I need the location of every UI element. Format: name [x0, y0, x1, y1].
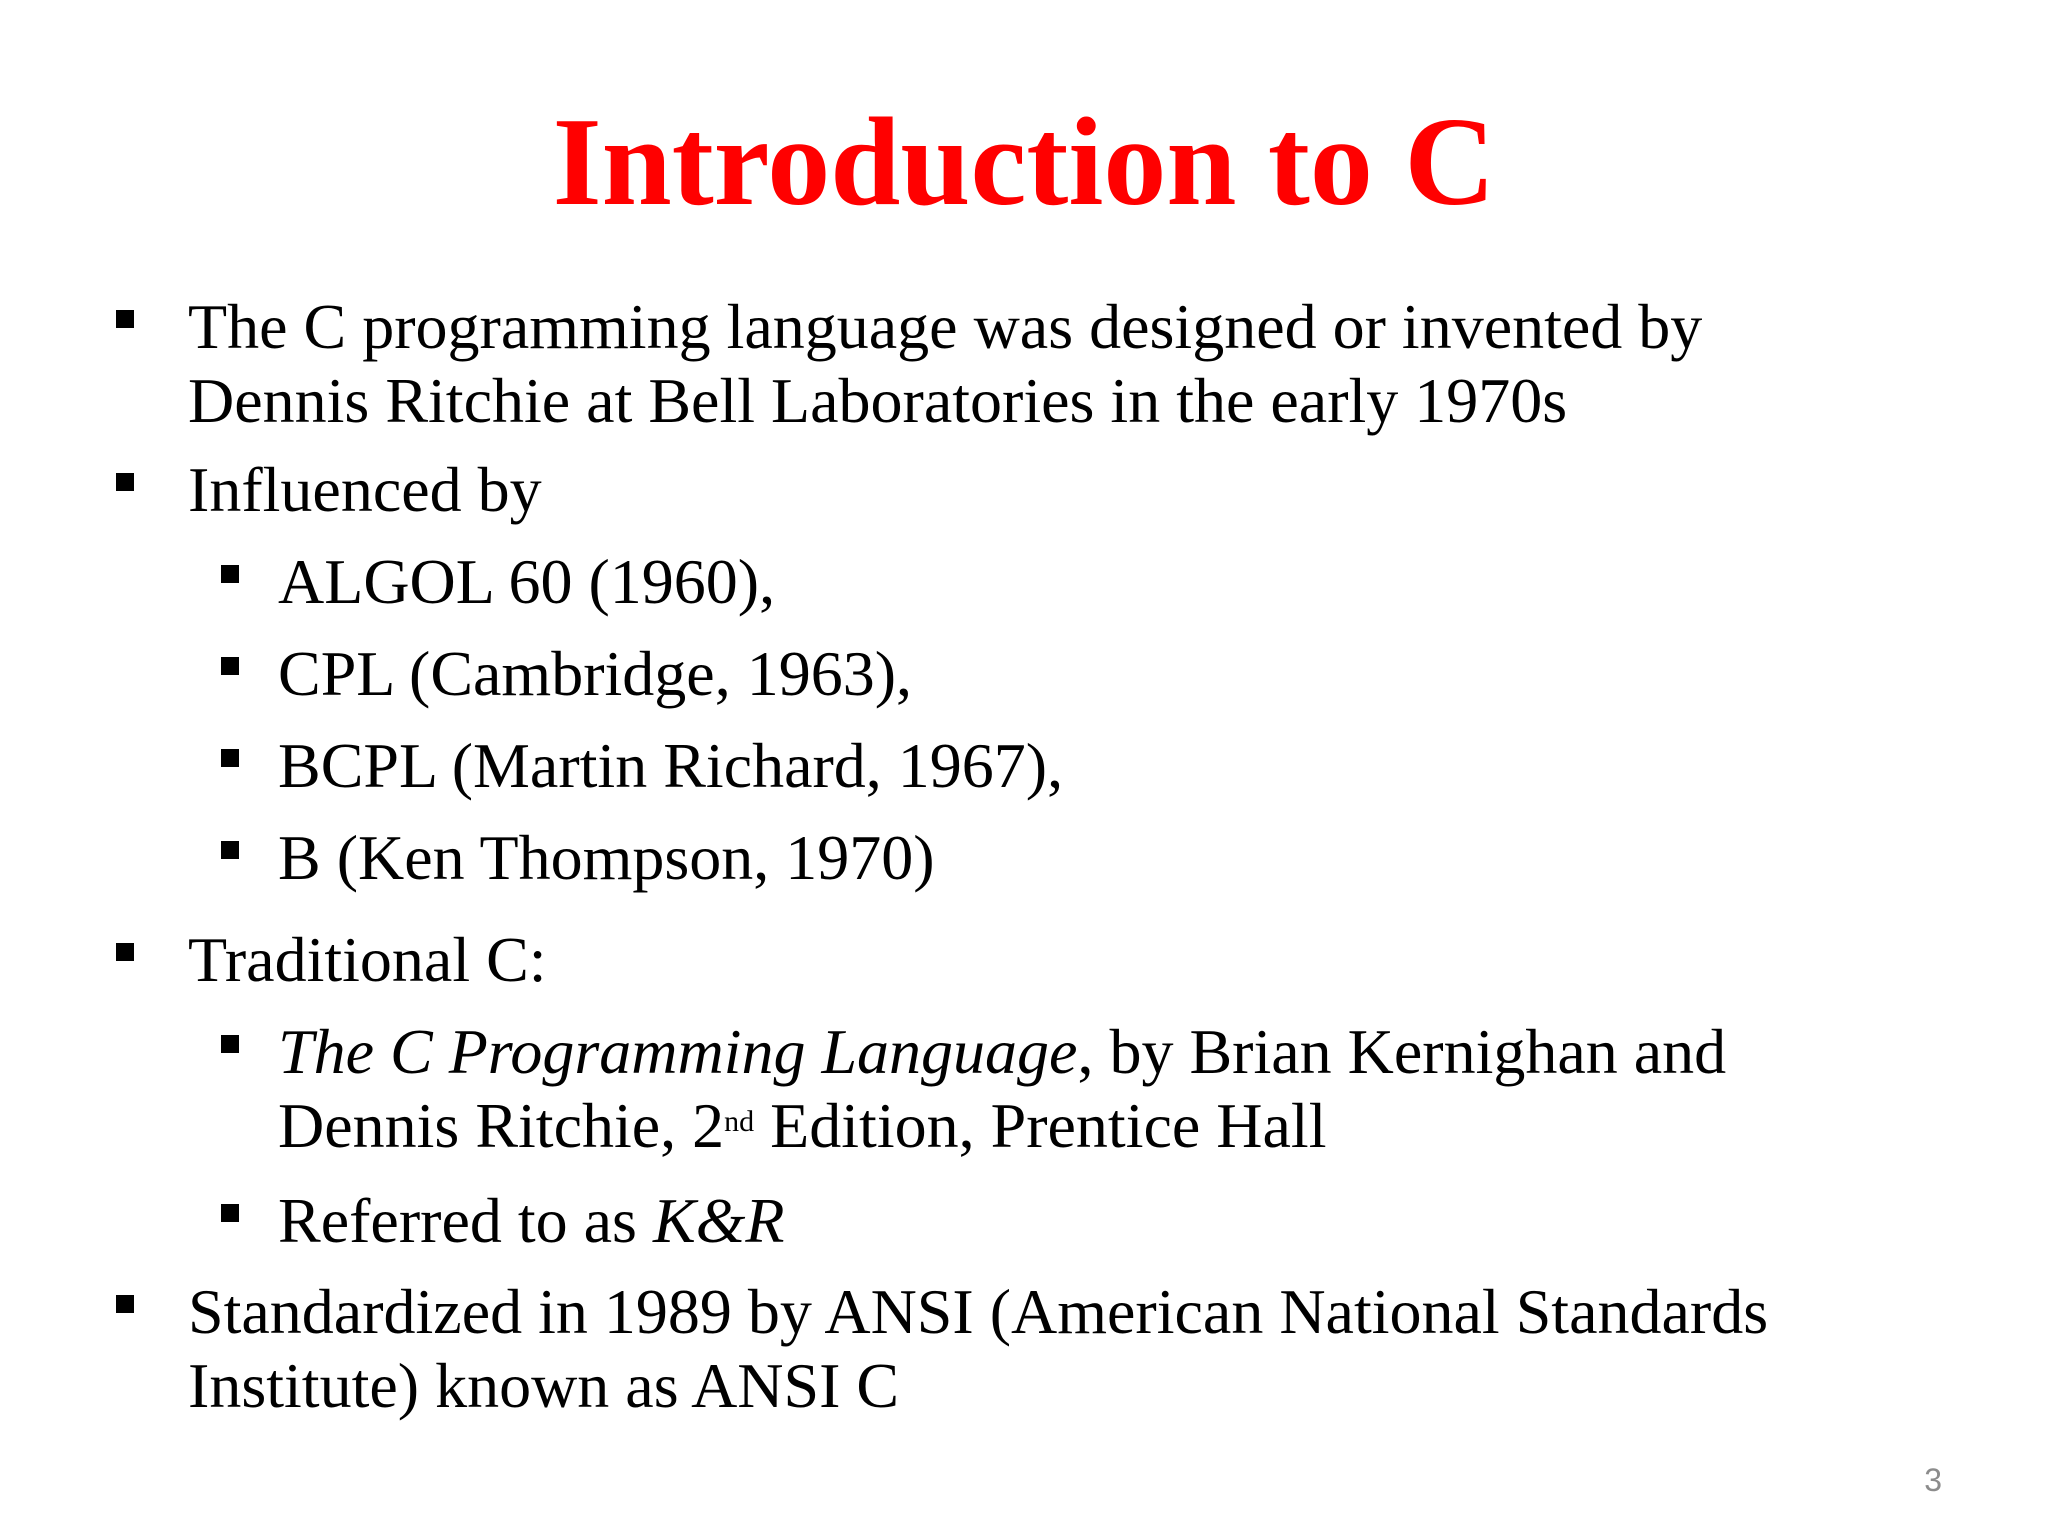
bullet-designed-by: [188, 290, 1702, 438]
sub-bullet-algol: [278, 545, 775, 619]
square-bullet-icon: [221, 749, 239, 767]
ordinal-suffix: nd: [724, 1105, 755, 1138]
square-bullet-icon: [116, 1295, 134, 1313]
bullet-text-line: Traditional C:: [188, 924, 547, 995]
sub-bullet-text: ALGOL 60 (1960),: [278, 546, 776, 617]
bullet-text-line: Dennis Ritchie at Bell Laboratories in the early 1970s: [188, 365, 1568, 436]
book-publisher: Edition, Prentice Hall: [754, 1090, 1327, 1161]
bullet-text-line: Institute) known as ANSI C: [188, 1350, 900, 1421]
sub-bullet-b: [278, 821, 935, 895]
sub-bullet-text: CPL (Cambridge, 1963),: [278, 638, 912, 709]
sub-bullet-bcpl: [278, 729, 1063, 803]
referred-prefix: Referred to as: [278, 1185, 653, 1256]
sub-bullet-text: [278, 1184, 785, 1258]
square-bullet-icon: [221, 841, 239, 859]
book-author-edition: Dennis Ritchie, 2: [278, 1090, 725, 1161]
page-number: 3: [1924, 1462, 1942, 1498]
sub-bullet-referred-as: [278, 1184, 785, 1258]
sub-bullet-cpl: [278, 637, 912, 711]
sub-bullet-kr-book: [278, 1015, 1726, 1163]
square-bullet-icon: [116, 310, 134, 328]
slide-title: Introduction to C: [552, 93, 1496, 232]
kr-abbreviation: K&R: [652, 1185, 785, 1256]
bullet-text-line: Standardized in 1989 by ANSI (American National Standards: [188, 1276, 1769, 1347]
bullet-traditional-c: [188, 923, 547, 997]
bullet-ansi-standard: [188, 1275, 1768, 1423]
square-bullet-icon: [221, 1035, 239, 1053]
sub-bullet-text: BCPL (Martin Richard, 1967),: [278, 730, 1064, 801]
book-authors: , by Brian Kernighan and: [1077, 1016, 1727, 1087]
square-bullet-icon: [221, 657, 239, 675]
sub-bullet-text-line: [278, 1015, 1726, 1089]
square-bullet-icon: [116, 473, 134, 491]
square-bullet-icon: [221, 565, 239, 583]
bullet-text-line: Influenced by: [188, 454, 542, 525]
sub-bullet-text-line: [278, 1089, 1726, 1163]
square-bullet-icon: [221, 1204, 239, 1222]
bullet-influenced-by: [188, 453, 542, 527]
sub-bullet-text: B (Ken Thompson, 1970): [278, 822, 935, 893]
book-title: The C Programming Language: [278, 1016, 1078, 1087]
bullet-text-line: The C programming language was designed or invented by: [188, 291, 1703, 362]
square-bullet-icon: [116, 943, 134, 961]
